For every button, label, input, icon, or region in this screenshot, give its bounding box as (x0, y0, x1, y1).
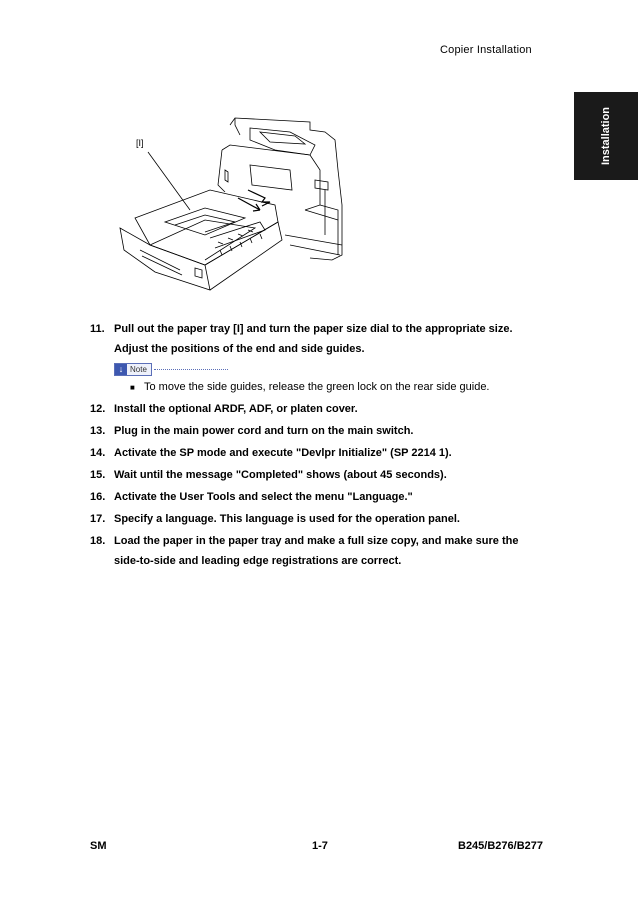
section-tab (574, 92, 638, 180)
step-text: Plug in the main power cord and turn on the main switch. (114, 425, 414, 437)
step-text: Activate the User Tools and select the menu "Language." (114, 491, 413, 503)
step-item (90, 534, 560, 569)
step-number: 16. (90, 491, 106, 503)
step-item (90, 424, 560, 439)
paper-tray-illustration (110, 110, 350, 305)
footer-page-number: 1-7 (312, 840, 328, 852)
note-badge (114, 363, 152, 376)
step-item (90, 512, 560, 527)
step-number: 12. (90, 403, 106, 415)
step-item (90, 468, 560, 483)
section-tab-label: Installation (600, 106, 612, 166)
note-divider (154, 369, 228, 370)
step-item (90, 446, 560, 461)
step-item (90, 322, 560, 357)
note-label: Note (130, 365, 147, 374)
step-text-continuation: Adjust the positions of the end and side guides. (114, 343, 365, 355)
step-text-continuation: side-to-side and leading edge registrations are correct. (114, 555, 402, 567)
step-number: 15. (90, 469, 106, 481)
down-arrow-icon: ↓ (115, 364, 127, 375)
figure-callout: [I] (136, 138, 144, 148)
step-number: 14. (90, 447, 106, 459)
step-text (114, 322, 560, 357)
step-text-line: Load the paper in the paper tray and make a full size copy, and make sure the (114, 535, 519, 547)
step-number: 18. (90, 535, 106, 547)
step-text: Install the optional ARDF, ADF, or platen cover. (114, 403, 358, 415)
step-text: Wait until the message "Completed" shows (about 45 seconds). (114, 469, 447, 481)
paper-tray-figure (110, 110, 350, 305)
footer-left: SM (90, 840, 107, 852)
note-header (114, 363, 560, 376)
step-item (90, 402, 560, 417)
step-number: 17. (90, 513, 106, 525)
step-text: Activate the SP mode and execute "Devlpr Initialize" (SP 2214 1). (114, 447, 452, 459)
step-text: Specify a language. This language is used for the operation panel. (114, 513, 460, 525)
page-header-title: Copier Installation (440, 44, 532, 56)
instruction-steps (90, 322, 560, 576)
bullet-icon: ■ (130, 383, 135, 392)
step-number: 13. (90, 425, 106, 437)
step-item (90, 490, 560, 505)
note-bullet-text: To move the side guides, release the green lock on the rear side guide. (144, 381, 490, 393)
step-text-line: Pull out the paper tray [I] and turn the paper size dial to the appropriate size. (114, 323, 513, 335)
note-bullet-item (130, 380, 560, 395)
step-number: 11. (90, 323, 105, 335)
step-text (114, 534, 560, 569)
footer-model-numbers: B245/B276/B277 (458, 840, 544, 852)
